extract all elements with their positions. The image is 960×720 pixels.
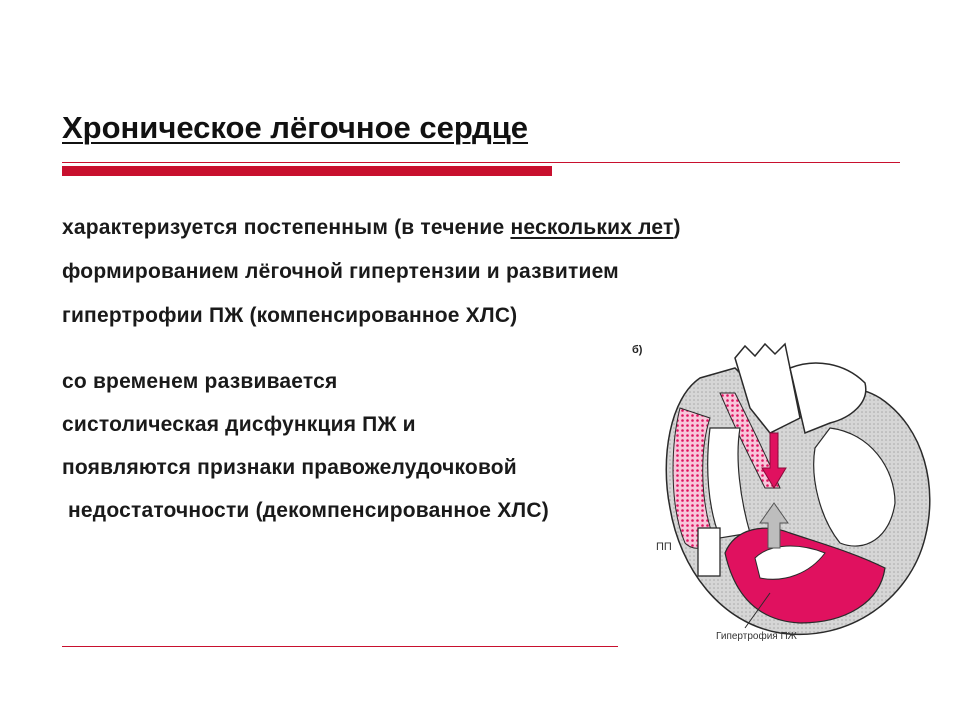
paragraph1-line1-end: )	[673, 216, 681, 239]
paragraph2-line2: систолическая дисфункция ПЖ и	[62, 413, 416, 436]
slide-title: Хроническое лёгочное сердце	[62, 110, 529, 145]
label-rv-hypertrophy: Гипертрофия ПЖ	[716, 631, 797, 642]
paragraph2-line4: недостаточности (декомпенсированное ХЛС)	[62, 499, 549, 522]
bottom-divider	[62, 646, 618, 647]
paragraph2-line1: со временем развивается	[62, 370, 338, 393]
paragraph1-line3: гипертрофии ПЖ (компенсированное ХЛС)	[62, 304, 518, 327]
paragraph2-line3: появляются признаки правожелудочковой	[62, 456, 517, 479]
title-divider-thin	[62, 162, 900, 163]
paragraph1-line1-text: характеризуется постепенным (в течение	[62, 216, 511, 239]
label-right-atrium: ПП	[656, 541, 672, 553]
paragraph1-line1	[62, 216, 681, 240]
figure-panel-label: б)	[632, 344, 643, 356]
paragraph1-underlined-text: нескольких лет	[510, 216, 674, 239]
vena-cava-icon	[698, 528, 720, 576]
title-divider-thick	[62, 166, 552, 176]
paragraph1-line2: формированием лёгочной гипертензии и развитием	[62, 260, 619, 283]
heart-diagram	[640, 338, 940, 648]
